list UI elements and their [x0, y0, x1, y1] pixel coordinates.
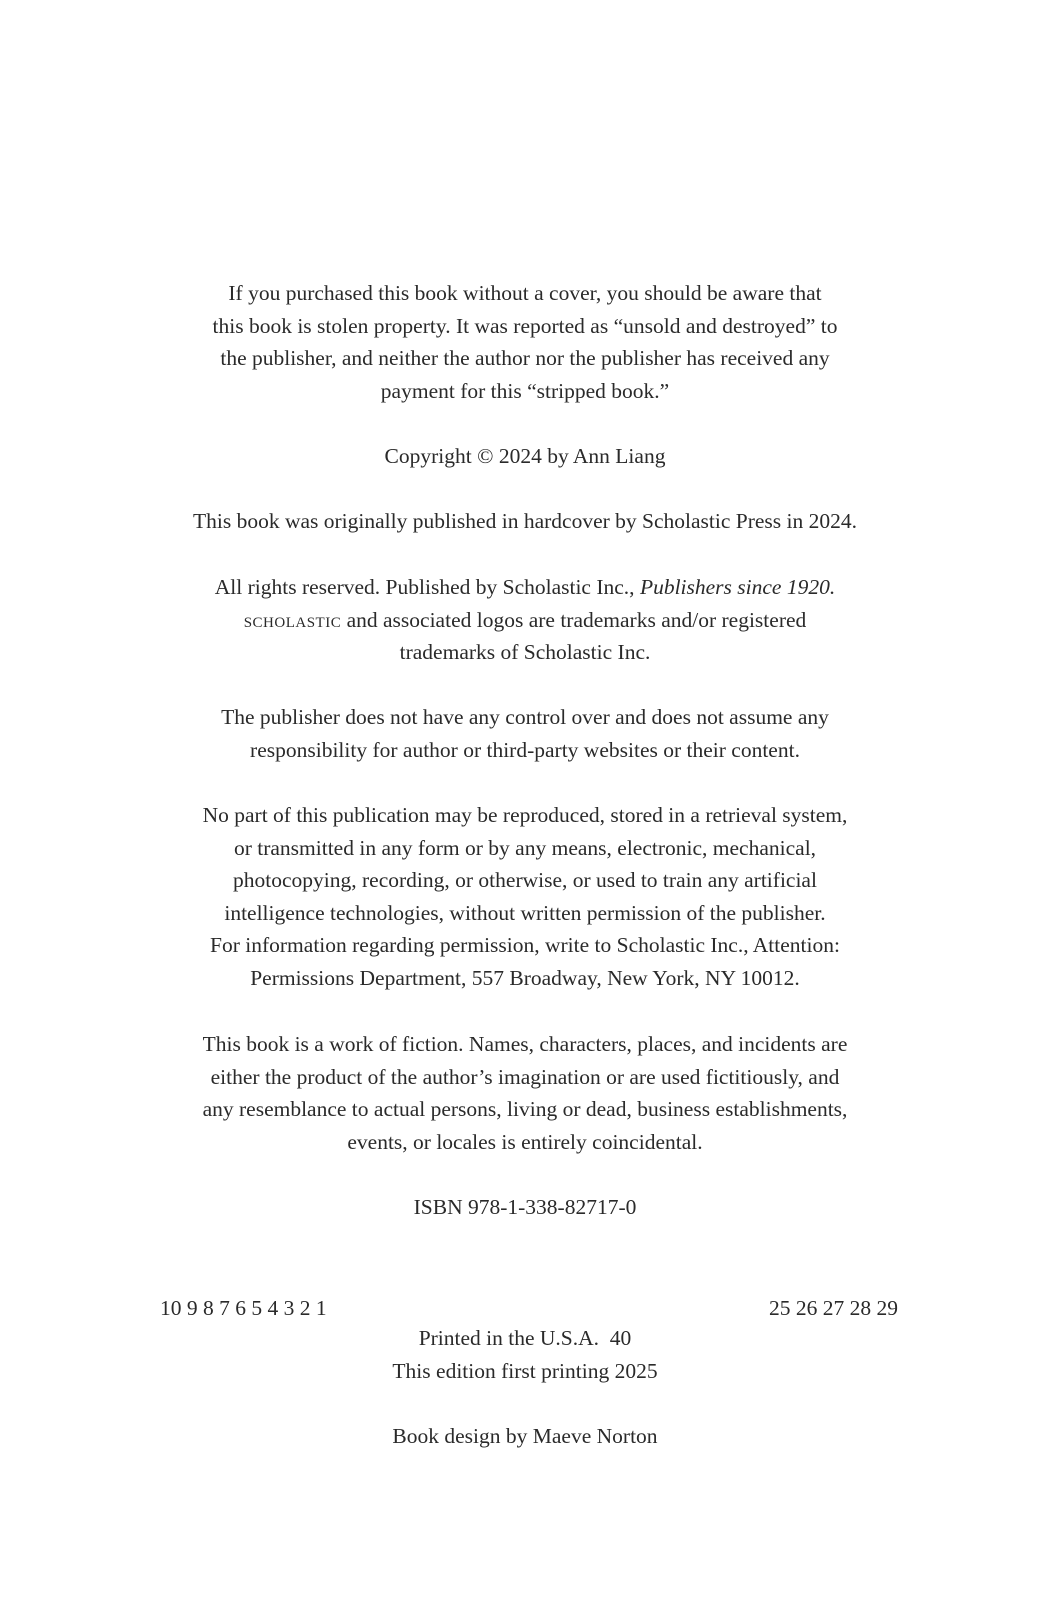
design-credit-line: Book design by Maeve Norton: [392, 1424, 658, 1448]
rights-statement: [120, 571, 930, 669]
design-credit: [120, 1420, 930, 1453]
edition-line: This edition first printing 2025: [392, 1358, 658, 1383]
fiction-line: events, or locales is entirely coincidental.: [347, 1129, 703, 1154]
reproduction-line: or transmitted in any form or by any means, electronic, mechanical,: [233, 835, 817, 860]
original-publication-line: This book was originally published in hardcover by Scholastic Press in 2024.: [192, 509, 858, 533]
rights-line-2-text: and associated logos are trademarks and/or registered: [341, 607, 807, 632]
stripped-book-notice: [120, 277, 930, 407]
reproduction-line: Permissions Department, 557 Broadway, New York, NY 10012.: [250, 965, 800, 990]
isbn-line: ISBN 978-1-338-82717-0: [413, 1195, 637, 1219]
printing-year-sequence: 25 26 27 28 29: [769, 1296, 898, 1320]
reproduction-line: photocopying, recording, or otherwise, or used to train any artificial: [233, 868, 817, 892]
disclaimer-line: responsibility for author or third-party websites or their content.: [250, 737, 800, 762]
publisher-disclaimer: [120, 701, 930, 766]
rights-line-1: [120, 571, 930, 604]
rights-line-1-text: All rights reserved. Published by Scholastic Inc.,: [214, 575, 640, 599]
printing-number-sequence: 10 9 8 7 6 5 4 3 2 1: [160, 1296, 327, 1320]
reproduction-notice: [120, 799, 930, 994]
notice-line: the publisher, and neither the author nor the publisher has received any: [220, 346, 830, 370]
publisher-tagline: Publishers since 1920.: [639, 575, 836, 599]
rights-line-3: trademarks of Scholastic Inc.: [399, 640, 651, 664]
copyright-notice: [120, 440, 930, 473]
printing-info: [120, 1322, 930, 1387]
notice-line: this book is stolen property. It was reported as “unsold and destroyed” to: [212, 313, 838, 338]
notice-line: payment for this “stripped book.”: [380, 378, 670, 403]
fiction-disclaimer: [120, 1028, 930, 1158]
rights-line-2: [120, 604, 930, 637]
fiction-line: any resemblance to actual persons, living or dead, business establishments,: [202, 1097, 848, 1121]
reproduction-line: No part of this publication may be reproduced, stored in a retrieval system,: [202, 803, 848, 827]
copyright-line: Copyright © 2024 by Ann Liang: [384, 444, 666, 468]
fiction-line: This book is a work of fiction. Names, characters, places, and incidents are: [202, 1032, 848, 1056]
original-publication-note: [120, 505, 930, 538]
isbn: [120, 1191, 930, 1224]
fiction-line: either the product of the author’s imagination or are used fictitiously, and: [210, 1064, 840, 1089]
printed-in-line: Printed in the U.S.A. 40: [418, 1326, 632, 1350]
printing-number-line: [160, 1292, 898, 1324]
disclaimer-line: The publisher does not have any control over and does not assume any: [221, 705, 829, 729]
notice-line: If you purchased this book without a cover, you should be aware that: [228, 281, 822, 305]
reproduction-line: intelligence technologies, without written permission of the publisher.: [224, 900, 826, 925]
scholastic-trademark: scholastic: [243, 607, 342, 632]
reproduction-line: For information regarding permission, write to Scholastic Inc., Attention:: [210, 933, 840, 957]
